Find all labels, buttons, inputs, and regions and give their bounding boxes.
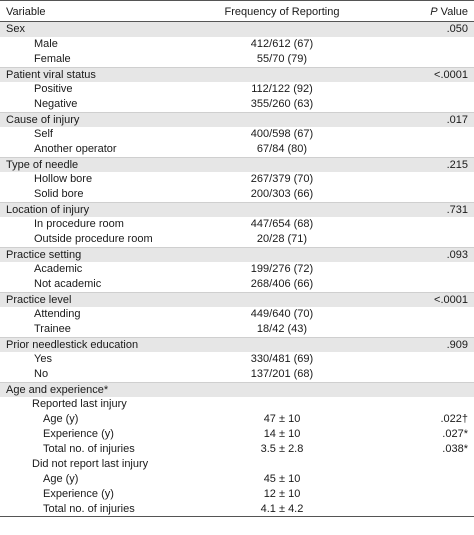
frequency-cell: 330/481 (69)	[250, 353, 314, 365]
category-row	[0, 67, 474, 82]
p-value-cell: .038*	[442, 443, 468, 455]
p-value-cell: .050	[446, 23, 468, 35]
variable-cell: Did not report last injury	[32, 458, 149, 470]
variable-cell: Location of injury	[6, 204, 90, 216]
frequency-cell: 268/406 (66)	[250, 278, 314, 290]
p-value-cell: .909	[446, 339, 468, 351]
frequency-cell: 4.1 ± 4.2	[260, 503, 304, 515]
category-row	[0, 337, 474, 352]
variable-cell: In procedure room	[34, 218, 124, 230]
variable-cell: Male	[34, 38, 58, 50]
variable-cell: Total no. of injuries	[43, 503, 135, 515]
frequency-cell: 137/201 (68)	[250, 368, 314, 380]
table-row	[0, 37, 474, 52]
header-frequency: Frequency of Reporting	[224, 6, 340, 18]
frequency-cell: 47 ± 10	[263, 413, 301, 425]
variable-cell: Experience (y)	[43, 428, 114, 440]
header-p-letter: P	[430, 6, 438, 18]
variable-cell: Positive	[34, 83, 73, 95]
variable-cell: Patient viral status	[6, 69, 96, 81]
p-value-cell: .017	[446, 114, 468, 126]
variable-cell: Age (y)	[43, 413, 79, 425]
p-value-cell: .093	[446, 249, 468, 261]
variable-cell: Female	[34, 53, 71, 65]
header-p-suffix: Value	[437, 6, 468, 18]
table-row	[0, 277, 474, 292]
variable-cell: Yes	[34, 353, 52, 365]
table-row	[0, 97, 474, 112]
frequency-cell: 55/70 (79)	[256, 53, 308, 65]
table-row	[0, 52, 474, 67]
category-row	[0, 292, 474, 307]
variable-cell: Experience (y)	[43, 488, 114, 500]
p-value-cell: <.0001	[434, 69, 468, 81]
frequency-cell: 267/379 (70)	[250, 173, 314, 185]
table-row	[0, 187, 474, 202]
variable-cell: Age (y)	[43, 473, 79, 485]
p-value-cell: .022†	[440, 413, 468, 425]
variable-cell: Academic	[34, 263, 83, 275]
table-row	[0, 322, 474, 337]
frequency-cell: 3.5 ± 2.8	[260, 443, 304, 455]
variable-cell: Practice setting	[6, 249, 82, 261]
frequency-cell: 112/122 (92)	[251, 83, 313, 95]
table-row	[0, 367, 474, 382]
frequency-cell: 199/276 (72)	[250, 263, 314, 275]
table-row	[0, 142, 474, 157]
table-row	[0, 502, 474, 517]
table-row	[0, 352, 474, 367]
table-row	[0, 457, 474, 472]
category-row	[0, 157, 474, 172]
frequency-cell: 412/612 (67)	[250, 38, 314, 50]
variable-cell: Outside procedure room	[34, 233, 153, 245]
table-row	[0, 442, 474, 457]
table-row	[0, 232, 474, 247]
table-body	[0, 22, 474, 517]
table-row	[0, 307, 474, 322]
frequency-cell: 18/42 (43)	[256, 323, 308, 335]
table-row	[0, 127, 474, 142]
header-variable: Variable	[6, 6, 46, 18]
frequency-cell: 400/598 (67)	[250, 128, 314, 140]
variable-cell: Cause of injury	[6, 114, 80, 126]
variable-cell: Practice level	[6, 294, 72, 306]
category-row	[0, 247, 474, 262]
p-value-cell: .731	[446, 204, 468, 216]
frequency-cell: 355/260 (63)	[250, 98, 314, 110]
variable-cell: Another operator	[34, 143, 117, 155]
table-row	[0, 82, 474, 97]
variable-cell: Total no. of injuries	[43, 443, 135, 455]
variable-cell: Not academic	[34, 278, 102, 290]
p-value-cell: .027*	[442, 428, 468, 440]
category-row	[0, 202, 474, 217]
variable-cell: Reported last injury	[32, 398, 127, 410]
table-row	[0, 397, 474, 412]
variable-cell: Type of needle	[6, 159, 79, 171]
table-row	[0, 172, 474, 187]
table-row	[0, 262, 474, 277]
variable-cell: Trainee	[34, 323, 71, 335]
table-header	[0, 0, 474, 22]
table-row	[0, 487, 474, 502]
table-row	[0, 412, 474, 427]
variable-cell: Attending	[34, 308, 81, 320]
frequency-cell: 45 ± 10	[263, 473, 301, 485]
variable-cell: Solid bore	[34, 188, 84, 200]
variable-cell: Sex	[6, 23, 25, 35]
frequency-cell: 447/654 (68)	[250, 218, 314, 230]
variable-cell: Hollow bore	[34, 173, 93, 185]
category-row	[0, 112, 474, 127]
p-value-cell: .215	[446, 159, 468, 171]
table-row	[0, 427, 474, 442]
table-row	[0, 217, 474, 232]
frequency-cell: 20/28 (71)	[256, 233, 308, 245]
category-row	[0, 382, 474, 397]
category-row	[0, 22, 474, 37]
frequency-cell: 200/303 (66)	[250, 188, 314, 200]
frequency-cell: 14 ± 10	[263, 428, 301, 440]
variable-cell: Negative	[34, 98, 78, 110]
p-value-cell: <.0001	[434, 294, 468, 306]
table-row	[0, 472, 474, 487]
frequency-cell: 12 ± 10	[263, 488, 301, 500]
variable-cell: Prior needlestick education	[6, 339, 139, 351]
variable-cell: No	[34, 368, 49, 380]
variable-cell: Age and experience*	[6, 384, 109, 396]
header-p-value	[430, 1, 468, 23]
frequency-cell: 449/640 (70)	[250, 308, 314, 320]
frequency-cell: 67/84 (80)	[256, 143, 308, 155]
variable-cell: Self	[34, 128, 53, 140]
